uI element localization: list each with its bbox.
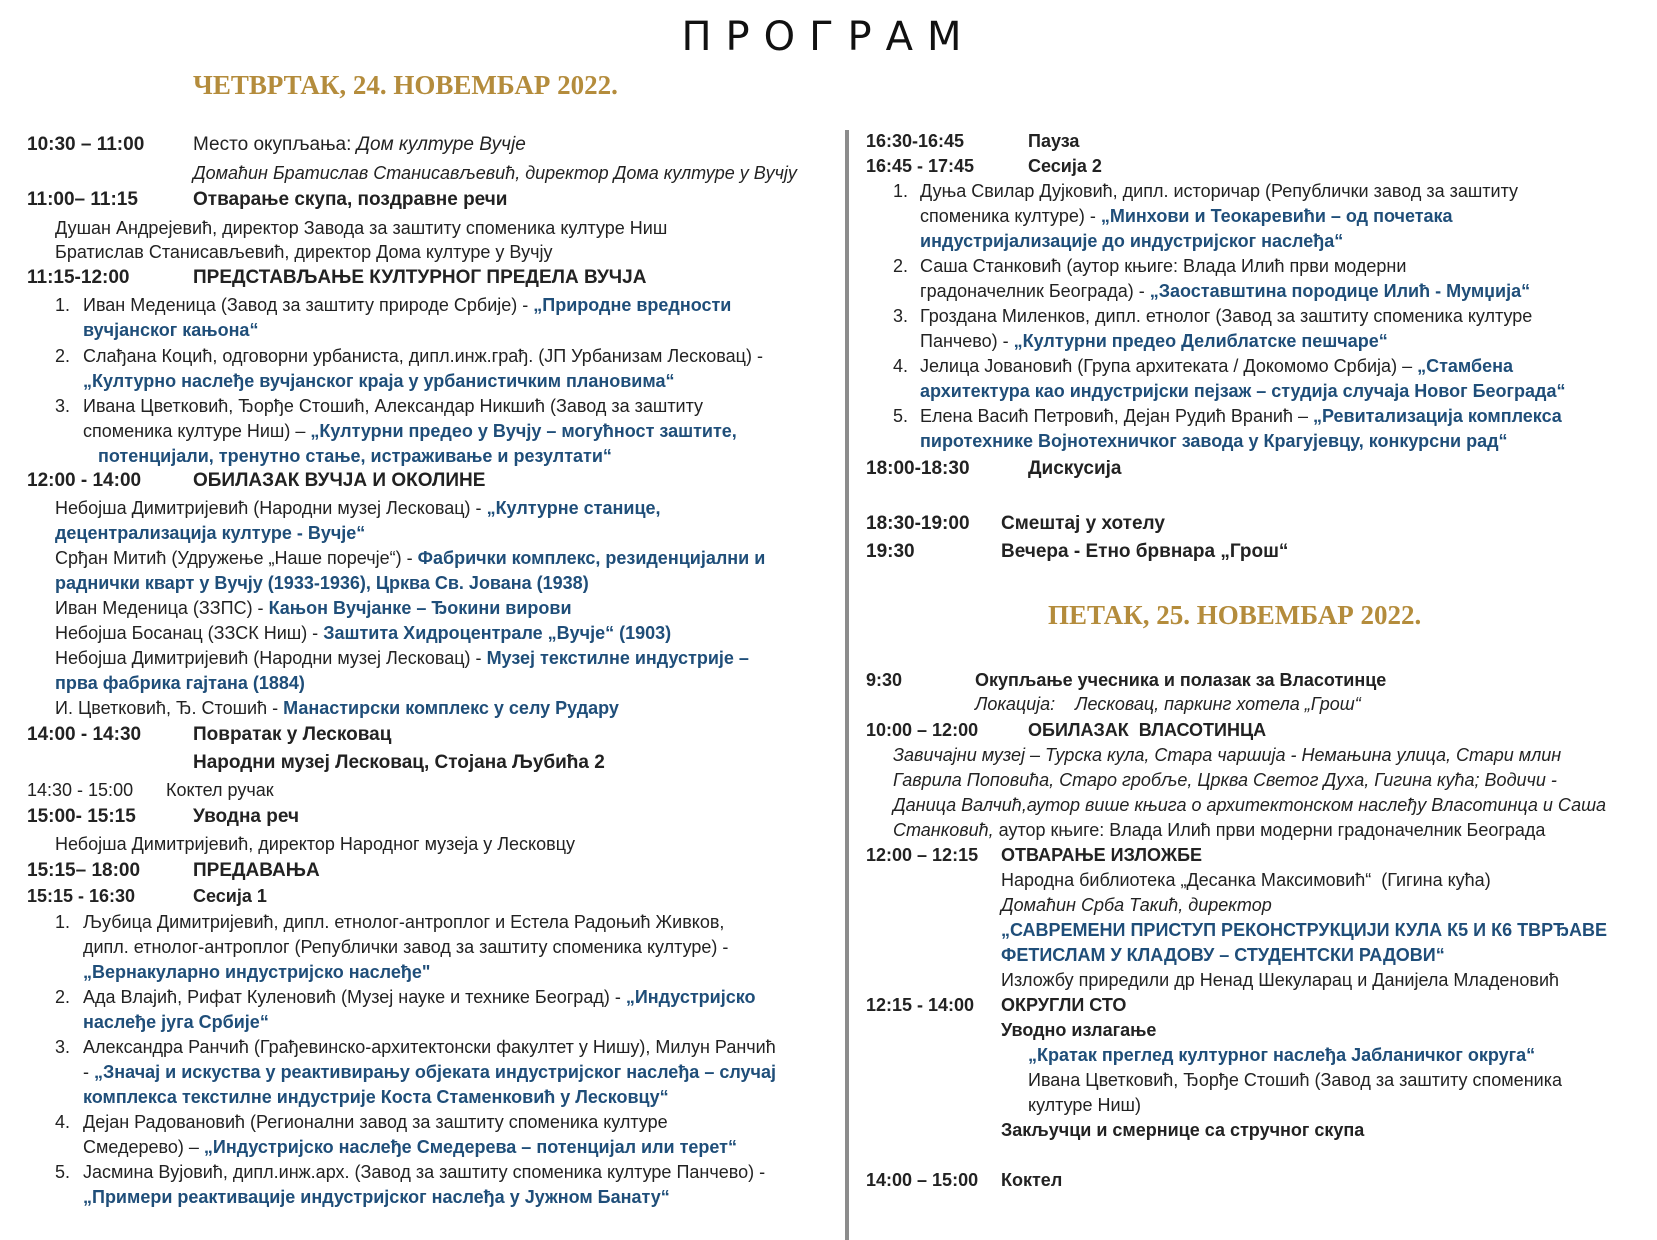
list-item: Ада Влајић, Рифат Куленовић (Музеј науке и технике Београд) - „Индустријско <box>83 987 756 1007</box>
event-title: ПРЕДАВАЊА <box>193 860 320 881</box>
visit-line: И. Цветковић, Ђ. Стошић - Манастирски комплекс у селу Рудару <box>55 698 619 718</box>
host-line: Домаћин Братислав Станисављевић, директор Дома културе у Вучју <box>193 163 797 183</box>
time: 16:30-16:45 <box>866 131 965 151</box>
speaker-line: Ивана Цветковић, Ђорђе Стошић (Завод за заштиту споменика <box>1028 1070 1562 1090</box>
time: 14:00 - 14:30 <box>27 724 142 745</box>
list-item-cont: споменика културе Ниш) – „Културни предео у Вучју – могућност заштите, <box>83 421 737 441</box>
tour-line: Даница Валчић,аутор више књига о архитектонском наслеђу Власотинца и Саша <box>893 795 1607 815</box>
talk-title: „Кратак преглед културног наслеђа Јабланичког округа“ <box>1028 1045 1536 1065</box>
list-item: Слађана Коцић, одговорни урбаниста, дипл.инж.грађ. (ЈП Урбанизам Лесковац) - <box>83 346 763 366</box>
visit-line: Небојша Димитријевић (Народни музеј Лесковац) - „Културне станице, <box>55 498 661 518</box>
time: 11:00– 11:15 <box>27 189 138 210</box>
visit-line: Срђан Митић (Удружење „Наше поречје“) - Фабрички комплекс, резиденцијални и <box>55 548 766 568</box>
visit-line: децентрализација културе - Вучје“ <box>55 523 366 543</box>
list-num: 5. <box>893 406 909 426</box>
list-num: 2. <box>893 256 909 276</box>
tour-line: Гаврила Поповића, Старо гробље, Црква Светог Духа, Гигина кућа; Водичи - <box>893 770 1557 790</box>
list-item: Елена Васић Петровић, Дејан Рудић Вранић – „Ревитализација комплекса <box>920 406 1562 426</box>
exhibit-title: ФЕТИСЛАМ У КЛАДОВУ – СТУДЕНТСКИ РАДОВИ“ <box>1001 945 1445 965</box>
list-item-cont: „Примери реактивације индустријског наслеђа у Јужном Банату“ <box>83 1187 670 1207</box>
list-num: 3. <box>893 306 909 326</box>
visit-line: раднички кварт у Вучју (1933-1936), Црква Св. Јована (1938) <box>55 573 589 593</box>
list-item-cont: - „Значај и искуства у реактивирању објеката индустријског наслеђа – случај <box>83 1062 777 1082</box>
event-sub: Народни музеј Лесковац, Стојана Љубића 2 <box>193 752 605 773</box>
visit-line: Небојша Димитријевић (Народни музеј Лесковац) - Музеј текстилне индустрије – <box>55 648 749 668</box>
list-item: Иван Меденица (Завод за заштиту природе Србије) - „Природне вредности <box>83 295 732 315</box>
list-item-cont: „Вернакуларно индустријско наслеђе" <box>83 962 431 982</box>
time: 12:00 - 14:00 <box>27 470 142 491</box>
event-title: Пауза <box>1028 131 1080 151</box>
list-item: Дуња Свилар Дујковић, дипл. историчар (Републички завод за заштиту <box>920 181 1519 201</box>
speaker-line: Небојша Димитријевић, директор Народног музеја у Лесковцу <box>55 834 576 854</box>
list-item-cont: вучјанског кањона“ <box>83 320 259 340</box>
time: 12:15 - 14:00 <box>866 995 975 1015</box>
event-sub: Уводно излагање <box>1001 1020 1157 1040</box>
list-num: 2. <box>55 346 71 366</box>
event-title: ПРЕДСТАВЉАЊЕ КУЛТУРНОГ ПРЕДЕЛА ВУЧЈА <box>193 267 647 288</box>
exhibit-line: Изложбу приредили др Ненад Шекуларац и Данијела Младеновић <box>1001 970 1560 990</box>
list-item: Дејан Радовановић (Регионални завод за заштиту споменика културе <box>83 1112 668 1132</box>
column-divider <box>845 130 849 1240</box>
list-item-cont: Смедерево) – „Индустријско наслеђе Смедерева – потенцијал или терет“ <box>83 1137 737 1157</box>
tour-line: Станковић, аутор књиге: Влада Илић први модерни градоначелник Београда <box>893 820 1546 840</box>
list-item-cont: дипл. етнолог-антроплог (Републички завод за заштиту споменика културе) - <box>83 937 729 957</box>
event-title: Коктел <box>1001 1170 1063 1190</box>
tour-line: Завичајни музеј – Турска кула, Стара чаршија - Немањина улица, Стари млин <box>893 745 1562 765</box>
exhibit-line: Домаћин Срба Такић, директор <box>1001 895 1272 915</box>
time: 10:00 – 12:00 <box>866 720 979 740</box>
list-num: 5. <box>55 1162 71 1182</box>
list-item: Јелица Јовановић (Група архитеката / Докомомо Србија) – „Стамбена <box>920 356 1513 376</box>
time: 19:30 <box>866 541 915 562</box>
speaker-line: Братислав Станисављевић, директор Дома културе у Вучју <box>55 242 553 262</box>
speaker-line: културе Ниш) <box>1028 1095 1141 1115</box>
day2-heading: ПЕТАК, 25. НОВЕМБАР 2022. <box>1048 600 1422 630</box>
list-item-cont: потенцијали, тренутно стање, истраживање и резултати“ <box>98 446 612 466</box>
list-item-cont: „Културно наслеђе вучјанског краја у урбанистичким плановима“ <box>83 371 675 391</box>
list-item-cont: комплекса текстилне индустрије Коста Стаменковић у Лесковцу“ <box>83 1087 669 1107</box>
speaker-line: Душан Андрејевић, директор Завода за заштиту споменика културе Ниш <box>55 218 668 238</box>
list-item-cont: наслеђе југа Србије“ <box>83 1012 269 1032</box>
day1-heading: ЧЕТВРТАК, 24. НОВЕМБАР 2022. <box>193 70 618 100</box>
list-num: 3. <box>55 1037 71 1057</box>
list-item: Александра Ранчић (Грађевинско-архитектонски факултет у Нишу), Милун Ранчић <box>83 1037 776 1057</box>
list-item-cont: архитектура као индустријски пејзаж – студија случаја Новог Београда“ <box>920 381 1566 401</box>
time: 14:30 - 15:00 <box>27 780 134 800</box>
list-item-cont: индустријализације до индустријског наслеђа“ <box>920 231 1344 251</box>
event-title: Коктел ручак <box>166 780 274 800</box>
event-title: Окупљање учесника и полазак за Власотинце <box>975 670 1387 690</box>
event-title: Смештај у хотелу <box>1001 513 1165 534</box>
time: 12:00 – 12:15 <box>866 845 979 865</box>
list-num: 4. <box>55 1112 71 1132</box>
visit-line: Иван Меденица (ЗЗПС) - Кањон Вучјанке – Ђокини вирови <box>55 598 572 618</box>
time: 15:00- 15:15 <box>27 806 136 827</box>
event-title: Уводна реч <box>193 806 299 827</box>
time: 16:45 - 17:45 <box>866 156 975 176</box>
event-title: ОТВАРАЊЕ ИЗЛОЖБЕ <box>1001 845 1203 865</box>
event-title: Вечера - Етно брвнара „Грош“ <box>1001 541 1289 562</box>
list-item: Саша Станковић (аутор књиге: Влада Илић први модерни <box>920 256 1407 276</box>
time: 10:30 – 11:00 <box>27 134 145 155</box>
event-title: Повратак у Лесковац <box>193 724 392 745</box>
exhibit-line: Народна библиотека „Десанка Максимовић“ (Гигина кућа) <box>1001 870 1491 890</box>
list-num: 2. <box>55 987 71 1007</box>
event-sub: Закључци и смернице са стручног скупа <box>1001 1120 1365 1140</box>
list-item: Гроздана Миленков, дипл. етнолог (Завод за заштиту споменика културе <box>920 306 1533 326</box>
list-item-cont: Панчево) - „Културни предео Делиблатске пешчаре“ <box>920 331 1388 351</box>
event-title: ОКРУГЛИ СТО <box>1001 995 1127 1015</box>
list-item: Јасмина Вујовић, дипл.инж.арх. (Завод за заштиту споменика културе Панчево) - <box>83 1162 766 1182</box>
event-title: Отварање скупа, поздравне речи <box>193 189 508 210</box>
location-line: Локација: Лесковац, паркинг хотела „Грош“ <box>975 694 1361 714</box>
event-title: ОБИЛАЗАК ВЛАСОТИНЦА <box>1028 720 1267 740</box>
event-title: Место окупљања: Дом културе Вучје <box>193 134 526 155</box>
list-num: 3. <box>55 396 71 416</box>
time: 18:00-18:30 <box>866 458 970 479</box>
page-title: ПРОГРАМ <box>681 14 976 60</box>
list-num: 4. <box>893 356 909 376</box>
time: 15:15– 18:00 <box>27 860 141 881</box>
list-num: 1. <box>55 295 71 315</box>
list-item: Љубица Димитријевић, дипл. етнолог-антроплог и Естела Радоњић Живков, <box>83 912 725 932</box>
time: 9:30 <box>866 670 903 690</box>
list-item-cont: споменика културе) - „Минхови и Теокаревићи – од почетака <box>920 206 1453 226</box>
time: 18:30-19:00 <box>866 513 970 534</box>
list-item-cont: градоначелник Београда) - „Заоставштина породице Илић - Мумџија“ <box>920 281 1531 301</box>
event-title: Сесија 1 <box>193 886 267 906</box>
event-title: ОБИЛАЗАК ВУЧЈА И ОКОЛИНЕ <box>193 470 486 491</box>
time: 14:00 – 15:00 <box>866 1170 979 1190</box>
visit-line: Небојша Босанац (ЗЗСК Ниш) - Заштита Хидроцентрале „Вучје“ (1903) <box>55 623 672 643</box>
list-num: 1. <box>55 912 71 932</box>
visit-line: прва фабрика гајтана (1884) <box>55 673 305 693</box>
time: 15:15 - 16:30 <box>27 886 136 906</box>
list-num: 1. <box>893 181 909 201</box>
event-title: Дискусија <box>1028 458 1122 479</box>
list-item: Ивана Цветковић, Ђорђе Стошић, Александар Никшић (Завод за заштиту <box>83 396 704 416</box>
list-item-cont: пиротехнике Војнотехничког завода у Крагујевцу, конкурсни рад“ <box>920 431 1508 451</box>
time: 11:15-12:00 <box>27 267 130 288</box>
exhibit-title: „САВРЕМЕНИ ПРИСТУП РЕКОНСТРУКЦИЈИ КУЛА К5 И К6 ТВРЂАВЕ <box>1001 920 1608 940</box>
event-title: Сесија 2 <box>1028 156 1102 176</box>
